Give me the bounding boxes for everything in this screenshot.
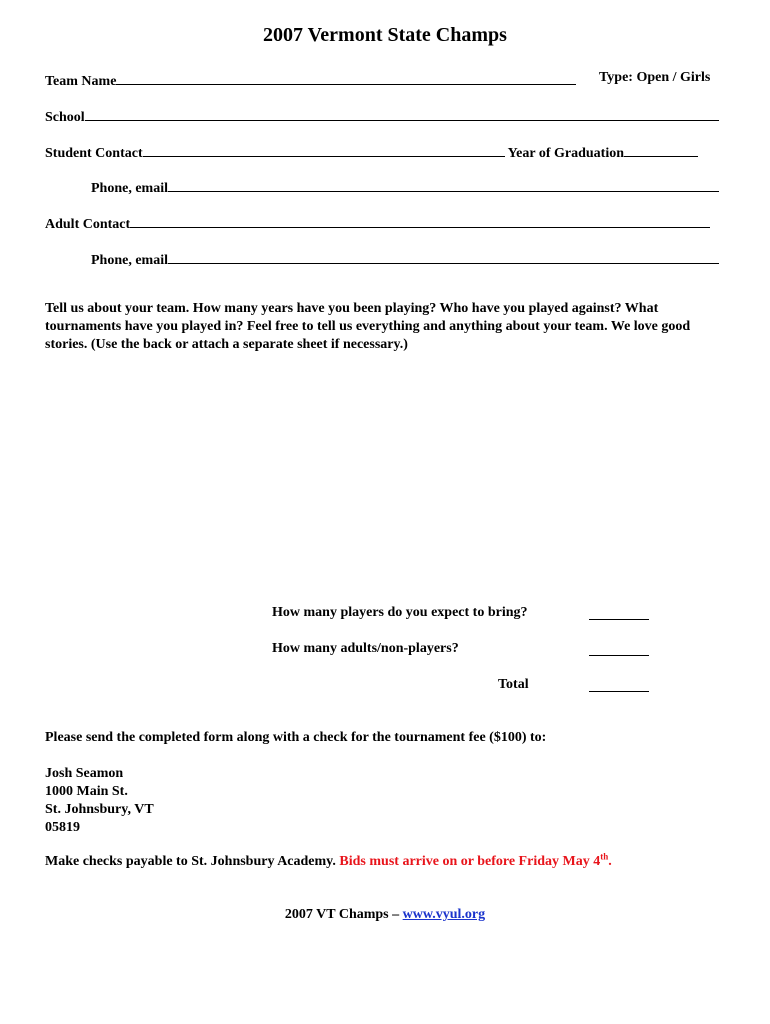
- website-link[interactable]: www.vyul.org: [402, 907, 486, 922]
- address-city: St. Johnsbury, VT: [45, 802, 154, 817]
- student-contact-label: Student Contact: [45, 146, 143, 161]
- deadline-end: .: [608, 854, 612, 869]
- deadline-text: [339, 851, 612, 869]
- team-story-prompt: Tell us about your team. How many years have you been playing? Who have you played against? What tournaments have you played in? Feel free to tell us everything and anything about your team. We love good stories. (Use the back or attach a separate sheet if necessary.): [45, 301, 691, 352]
- footer-text: 2007 VT Champs –: [284, 907, 400, 922]
- total-count-line[interactable]: [589, 677, 649, 692]
- mailing-address: [45, 765, 154, 837]
- student-contact-row: [45, 142, 698, 162]
- phone-email-line-2[interactable]: [168, 249, 719, 264]
- payable-text: Make checks payable to St. Johnsbury Academy.: [45, 854, 336, 869]
- page-title: 2007 Vermont State Champs: [263, 24, 507, 46]
- adults-count-label: How many adults/non-players?: [272, 641, 459, 656]
- adult-contact-row: [45, 213, 710, 233]
- year-of-graduation-label: Year of Graduation: [507, 146, 625, 161]
- payable-line: [45, 851, 612, 870]
- address-name: Josh Seamon: [45, 766, 124, 781]
- school-row: [45, 106, 719, 126]
- players-count-line[interactable]: [589, 605, 649, 620]
- school-line[interactable]: [85, 106, 719, 121]
- phone-email-label-1: Phone, email: [91, 181, 168, 196]
- phone-email-label-2: Phone, email: [91, 253, 168, 268]
- adult-contact-line[interactable]: [130, 213, 710, 228]
- phone-email-row-2: [91, 249, 719, 269]
- school-label: School: [45, 110, 85, 125]
- adult-contact-label: Adult Contact: [45, 217, 131, 232]
- year-of-graduation-line[interactable]: [624, 142, 698, 157]
- phone-email-line-1[interactable]: [168, 177, 719, 192]
- address-zip: 05819: [45, 820, 80, 835]
- student-contact-line[interactable]: [143, 142, 505, 157]
- address-street: 1000 Main St.: [45, 784, 128, 799]
- total-count-label: Total: [498, 677, 529, 692]
- deadline-suffix: th: [600, 851, 609, 862]
- adults-count-line[interactable]: [589, 641, 649, 656]
- team-name-line[interactable]: [116, 70, 576, 85]
- type-label: Type: Open / Girls: [599, 70, 711, 85]
- deadline-main: Bids must arrive on or before Friday May 4: [339, 854, 601, 869]
- footer: [0, 907, 770, 923]
- team-name-row: [45, 70, 576, 90]
- send-instruction: Please send the completed form along with a check for the tournament fee ($100) to:: [45, 730, 547, 745]
- team-name-label: Team Name: [45, 74, 117, 89]
- phone-email-row-1: [91, 177, 719, 197]
- players-count-label: How many players do you expect to bring?: [272, 605, 528, 620]
